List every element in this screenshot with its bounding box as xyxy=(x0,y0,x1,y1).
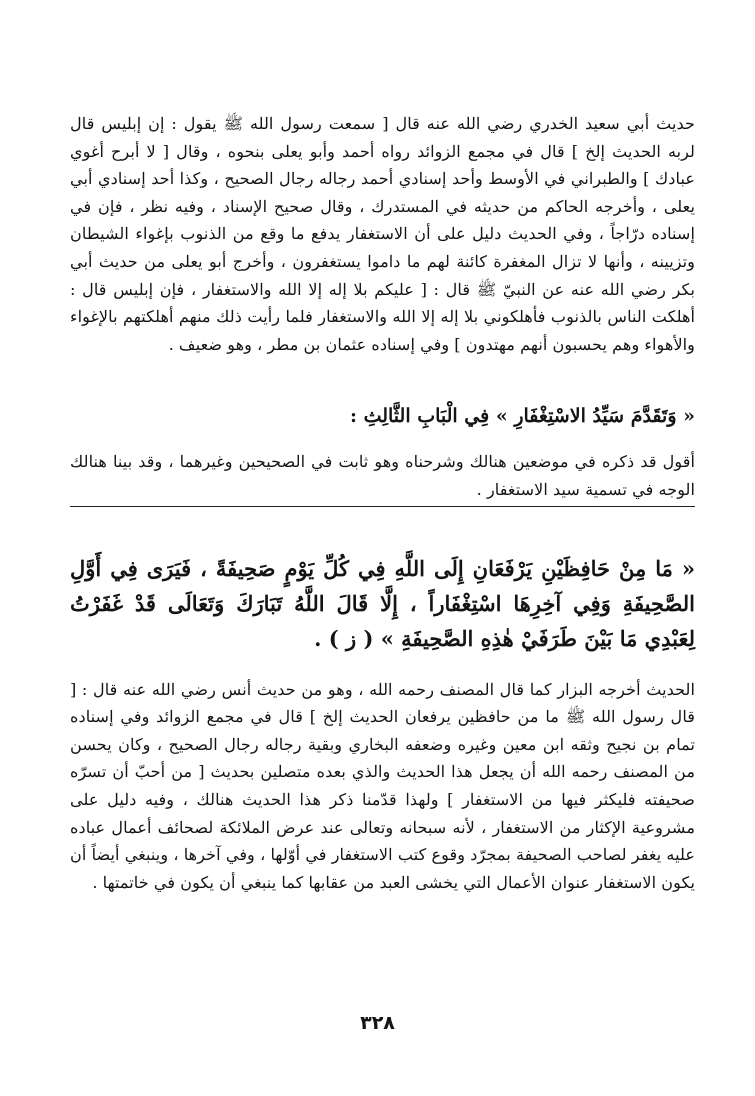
body-paragraph-2: أقول قد ذكره في موضعين هنالك وشرحناه وهو ثابت في الصحيحين وغيرهما ، وقد بينا هنالك الوجه في تسمية سيد الاستغفار . xyxy=(70,452,695,499)
page-number: ٣٢٨ xyxy=(360,1012,395,1034)
book-page xyxy=(70,110,695,1070)
body-paragraph-1: حديث أبي سعيد الخدري رضي الله عنه قال [ سمعت رسول الله ﷺ يقول : إن إبليس قال لربه الحديث إلخ ] قال في مجمع الزوائد رواه أحمد وأبو يعلى بنحوه ، وقال [ لا أبرح أغوي عبادك ] والطبراني في الأوسط وأحد إسنادي أحمد رجاله رجال الصحيح ، وكذا أحد إسنادي أبي يعلى ، وأخرجه الحاكم من حديثه في المستدرك ، وقال صحيح الإسناد ، وفيه نظر ، فإن في إسناده درّاجاً ، وفي الحديث دليل على أن الاستغفار يدفع ما وقع من الذنوب بإغواء الشيطان وتزيينه ، وأنها لا تزال المغفرة كائنة لهم ما داموا يستغفرون ، وأخرج أبو يعلى من حديث أبي بكر رضي الله عنه عن النبيّ ﷺ قال : [ عليكم بلا إله إلا الله والاستغفار ، فإن إبليس قال : أهلكت الناس بالذنوب فأهلكوني بلا إله إلا الله والاستغفار فلما رأيت ذلك منهم أهلكتهم بالإغواء والأهواء وهم يحسبون أنهم مهتدون ] وفي إسناده عثمان بن مطر ، وهو ضعيف . xyxy=(70,114,695,354)
body-paragraph-3: الحديث أخرجه البزار كما قال المصنف رحمه الله ، وهو من حديث أنس رضي الله عنه قال : [ قال رسول الله ﷺ ما من حافظين يرفعان الحديث إلخ ] قال في مجمع الزوائد وفي إسناده تمام بن نجيح وثقه ابن معين وغيره وضعفه البخاري وبقية رجاله رجال الصحيح ، وكان يحسن من المصنف رحمه الله أن يجعل هذا الحديث والذي بعده متصلين بحديث [ من أحبّ أن تسرّه صحيفته فليكثر فيها من الاستغفار ] ولهذا قدّمنا ذكر هذا الحديث هنالك ، وفيه دليل على مشروعية الإكثار من الاستغفار ، لأنه سبحانه وتعالى عند عرض الملائكة لصحائف أعمال عباده عليه يغفر لصاحب الصحيفة بمجرّد وقوع كتب الاستغفار في أوّلها ، وفي آخرها ، وينبغي أيضاً أن يكون الاستغفار عنوان الأعمال التي يخشى العبد من عقابها كما ينبغي أن يكون في خاتمتها . xyxy=(70,679,695,892)
section-heading: « وَتَقَدَّمَ سَيِّدُ الاسْتِغْفَارِ » فِي الْبَابِ الثَّالِثِ : xyxy=(349,405,695,428)
hadith-text: « مَا مِنْ حَافِظَيْنِ يَرْفَعَانِ إِلَى اللَّهِ فِي كُلِّ يَوْمٍ صَحِيفَةً ، فَيَرَى فِي أَوَّلِ الصَّحِيفَةِ وَفِي آخِرِهَا اسْتِغْفَاراً ، إِلَّا قَالَ اللَّهُ تَبَارَكَ وَتَعَالَى قَدْ غَفَرْتُ لِعَبْدِي مَا بَيْنَ طَرَفَيْ هٰذِهِ الصَّحِيفَةِ » ( ز ) . xyxy=(70,555,695,651)
divider-line xyxy=(70,506,695,507)
